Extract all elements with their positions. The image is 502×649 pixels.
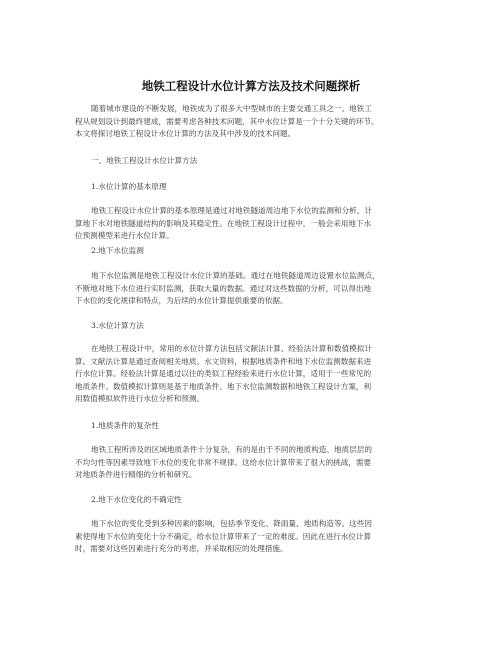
paragraph-line: 时，需要对这些因素进行充分的考虑，并采取相应的处理措施。 <box>75 544 288 554</box>
paragraph-line: 不均匀性等因素导致地下水位的变化非常不规律。这给水位计算带来了很大的挑战，需要 <box>75 457 372 467</box>
paragraph-line: 在地铁工程设计中，常用的水位计算方法包括文献法计算、经验法计算和数值模拟计 <box>91 344 372 353</box>
paragraph-monitoring <box>75 270 435 308</box>
paragraph-line: 地铁工程设计水位计算的基本原理是通过对地铁隧道周边地下水位的监测和分析，计 <box>91 206 372 215</box>
paragraph-line: 地质条件。数值模拟计算则是基于地质条件、地下水位监测数据和地铁工程设计方案，利 <box>75 381 372 391</box>
paragraph-uncertainty <box>75 518 435 556</box>
paragraph-line: 地下水位的变化受到多种因素的影响，包括季节变化、降雨量、地质构造等。这些因 <box>91 519 372 528</box>
section-heading: 一、地铁工程设计水位计算方法 <box>91 156 198 165</box>
document-title: 地铁工程设计水位计算方法及技术问题探析 <box>141 79 361 93</box>
paragraph-line: 用数值模拟软件进行水位分析和预测。 <box>75 394 205 404</box>
subsection-heading: 1.水位计算的基本原理 <box>91 182 167 191</box>
paragraph-line: 地铁工程所涉及的区域地质条件十分复杂，有的是由于不同的地质构造、地质层层的 <box>91 445 372 454</box>
subsection-heading: 2.地下水位监测 <box>91 246 144 255</box>
paragraph-line: 位预测模型来进行水位计算。 <box>75 231 174 241</box>
paragraph-principle <box>75 205 435 243</box>
intro-line: 随着城市建设的不断发展，地铁成为了很多大中型城市的主要交通工具之一。地铁工 <box>91 104 372 113</box>
paragraph-line: 算。文献法计算是通过查阅相关地质、水文资料，根据地质条件和地下水位监测数据来进 <box>75 356 372 366</box>
subsection-heading: 1.地质条件的复杂性 <box>91 421 159 430</box>
paragraph-line: 算地下水对地铁隧道结构的影响及其稳定性。在地铁工程设计过程中，一般会采用地下水 <box>75 218 372 228</box>
paragraph-methods <box>75 343 435 406</box>
intro-paragraph <box>75 103 435 141</box>
paragraph-line: 对地质条件进行精细的分析和研究。 <box>75 470 197 480</box>
paragraph-line: 下水位的变化规律和特点，为后续的水位计算提供重要的依据。 <box>75 296 288 306</box>
paragraph-line: 地下水位监测是地铁工程设计水位计算的基础。通过在地铁隧道周边设置水位监测点， <box>91 271 380 280</box>
subsection-heading: 2.地下水位变化的不确定性 <box>91 495 182 504</box>
paragraph-geology <box>75 444 435 482</box>
paragraph-line: 素使得地下水位的变化十分不确定，给水位计算带来了一定的难度。因此在进行水位计算 <box>75 531 372 541</box>
paragraph-line: 行水位计算。经验法计算是通过以往的类似工程经验来进行水位计算，适用于一些常见的 <box>75 369 372 379</box>
intro-line: 程从规划设计到最终建成，需要考虑各种技术问题，其中水位计算是一个十分关键的环节。 <box>75 116 379 126</box>
paragraph-line: 不断地对地下水位进行实时监测，获取大量的数据。通过对这些数据的分析，可以得出地 <box>75 283 372 293</box>
subsection-heading: 3.水位计算方法 <box>91 321 144 330</box>
intro-line: 本文将探讨地铁工程设计水位计算的方法及其中涉及的技术问题。 <box>75 129 296 139</box>
